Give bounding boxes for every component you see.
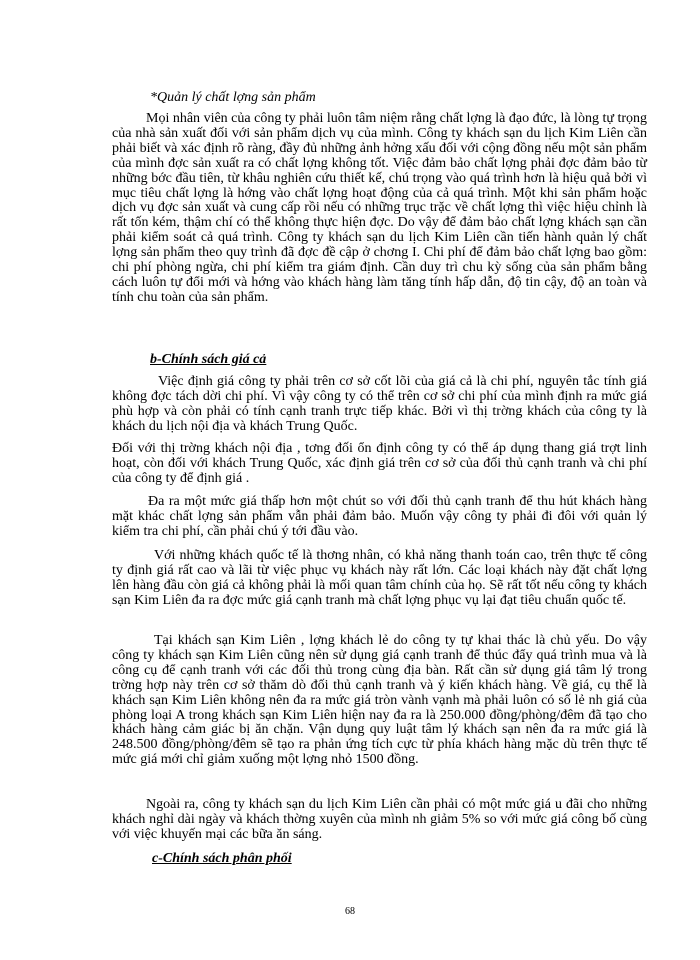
paragraph-pricing-psychological: Tại khách sạn Kim Liên , lợng khách lẻ do công ty tự khai thác là chủ yếu. Do vậy công ty khách sạn Kim Liên cũng nên sử dụng giá cạnh tranh để thúc đẩy quá trình mua và là công cụ để cạnh tranh với các đối thủ trong cùng địa bàn. Rất cần sử dụng giá tâm lý trong trờng hợp này trên cơ sở thăm dò đối thủ cạnh tranh và ý kiến khách hàng. Về giá, cụ thể là khách sạn Kim Liên không nên đa ra mức giá tròn vành vạnh mà phải luôn có số lẻ nh giá của phòng loại A trong khách sạn Kim Liên hiện nay đa ra là 250.000 đồng/phòng/đêm đã tạo cho khách hàng cảm giác bị ăn chặn. Vận dụng quy luật tâm lý khách sạn nên đa ra mức giá là 248.500 đồng/phòng/đêm sẽ tạo ra phản ứng tích cực từ phía khách hàng mặc dù trên thực tế mức giá mới chỉ giảm xuống một lợng nhỏ 1500 đồng. bbox=[112, 633, 647, 768]
section-heading-pricing: b-Chính sách giá cả bbox=[150, 352, 267, 367]
page-number: 68 bbox=[345, 906, 355, 917]
section-heading-quality: *Quản lý chất lợng sản phẩm bbox=[150, 90, 316, 105]
paragraph-quality: Mọi nhân viên của công ty phải luôn tâm niệm rằng chất lợng là đạo đức, là lòng tự trọng của nhà sản xuất đối với sản phẩm dịch vụ của mình. Công ty khách sạn du lịch Kim Liên cần phải biết và xác định rõ ràng, đầy đủ những ảnh hởng xấu đối với cộng đồng nếu một sản phẩm của mình đợc sản xuất ra có chất lợng không tốt. Việc đảm bảo chất lợng phải đợc đảm bảo từ những bớc đầu tiên, từ khâu nghiên cứu thiết kế, chú trọng vào quá trình hơn là hiệu quả bởi vì mục tiêu chất lợng là hớng vào chất lợng hoạt động của cả quá trình. Một khi sản phẩm hoặc dịch vụ đợc sản xuất và cung cấp rồi nếu có những trục trặc về chất lợng thì việc hiệu chỉnh là rất tốn kém, thậm chí có thể không thực hiện đợc. Do vậy để đảm bảo chất lợng khách sạn cần phải kiểm soát cả quá trình. Công ty khách sạn du lịch Kim Liên cần tiến hành quản lý chất lợng sản phẩm theo quy trình đã đợc đề cập ở chơng I. Chi phí để đảm bảo chất lợng bao gồm: chi phí phòng ngừa, chi phí kiểm tra giám định. Cần duy trì chu kỳ sống của sản phẩm bằng cách luôn tự đổi mới và hớng vào khách hàng làm tăng tính hấp dẫn, độ tin cậy, độ an toàn và tính chu toàn của sản phẩm. bbox=[112, 111, 647, 305]
paragraph-pricing-basis: Việc định giá công ty phải trên cơ sở cốt lõi của giá cả là chi phí, nguyên tắc tính giá không đợc tách dời chi phí. Vì vậy công ty có thể trên cơ sở chi phí của mình định ra mức giá phù hợp và còn phải có tính cạnh tranh trực tiếp khác. Bởi vì thị trờng khách của công ty là khách du lịch nội địa và khách Trung Quốc. bbox=[112, 374, 647, 434]
paragraph-pricing-competitive: Đa ra một mức giá thấp hơn một chút so với đối thủ cạnh tranh để thu hút khách hàng mặt khác chất lợng sản phẩm vẫn phải đảm bảo. Muốn vậy công ty phải đi đôi với quản lý kiểm tra chi phí, cần phải chú ý tới đầu vào. bbox=[112, 494, 647, 539]
paragraph-pricing-international: Với những khách quốc tế là thơng nhân, có khả năng thanh toán cao, trên thực tế công ty định giá rất cao và lãi từ việc phục vụ khách này rất lớn. Các loại khách này đặt chất lợng lên hàng đầu còn giá cả không phải là mối quan tâm chính của họ. Sẽ rất tốt nếu công ty khách sạn Kim Liên đa ra đợc mức giá cạnh tranh mà chất lợng phục vụ lại đạt tiêu chuẩn quốc tế. bbox=[112, 548, 647, 608]
paragraph-pricing-domestic: Đối với thị trờng khách nội địa , tơng đối ổn định công ty có thể áp dụng thang giá trợt linh hoạt, còn đối với khách Trung Quốc, xác định giá trên cơ sở của đối thủ cạnh tranh và chi phí của công ty để định giá . bbox=[112, 441, 647, 486]
paragraph-pricing-discount: Ngoài ra, công ty khách sạn du lịch Kim Liên cần phải có một mức giá u đãi cho những khách nghỉ dài ngày và khách thờng xuyên của mình nh giảm 5% so với mức giá công bố cùng với việc khuyến mại các bữa ăn sáng. bbox=[112, 797, 647, 842]
section-heading-distribution: c-Chính sách phân phối bbox=[152, 851, 292, 866]
